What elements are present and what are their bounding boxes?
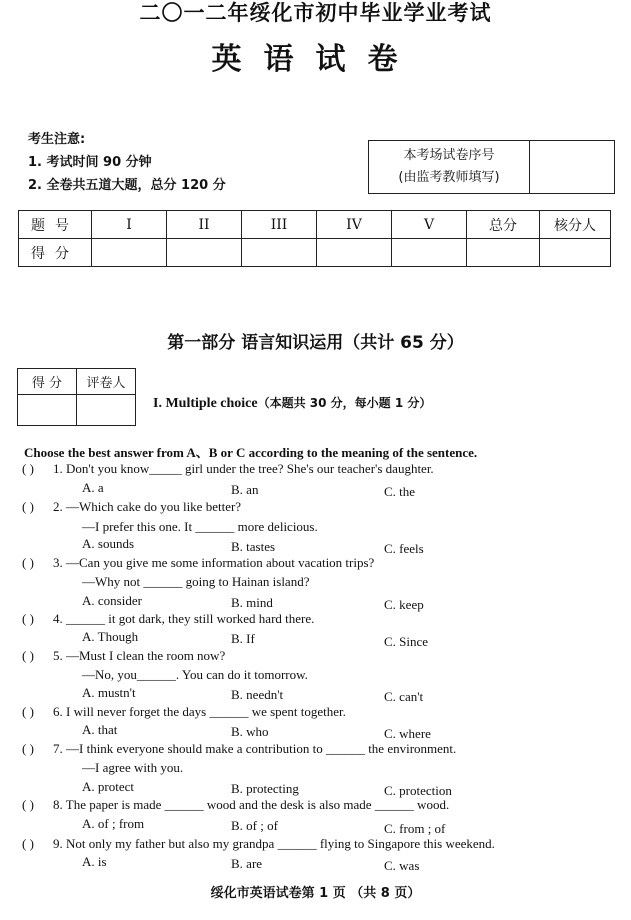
option-c: C. feels — [384, 541, 424, 556]
option-a: A. sounds — [82, 536, 135, 551]
option-a: A. protect — [82, 779, 134, 794]
score-table — [18, 210, 611, 267]
grader-score-cell[interactable] — [18, 395, 77, 426]
answer-paren[interactable]: ( ) — [22, 648, 34, 663]
question-stem: 4. ______ it got dark, they still worked hard there. — [53, 611, 315, 626]
answer-paren[interactable]: ( ) — [22, 797, 34, 812]
question-line: —Why not ______ going to Hainan island? — [82, 574, 310, 589]
question-stem: 9. Not only my father but also my grandpa ______ flying to Singapore this weekend. — [53, 836, 495, 851]
option-b: B. an — [231, 482, 259, 497]
option-c: C. can't — [384, 689, 424, 704]
col-header: 核分人 — [540, 211, 611, 239]
subject-title: 英语试卷 — [211, 42, 420, 77]
option-a: A. mustn't — [82, 685, 136, 700]
answer-paren[interactable]: ( ) — [22, 499, 34, 514]
score-cell[interactable] — [392, 239, 467, 267]
note-item: 1. 考试时间 90 分钟 — [28, 155, 152, 170]
col-header: IV — [317, 211, 392, 239]
section-title: I. Multiple choice — [153, 396, 258, 411]
row-label-score: 得分 — [19, 239, 92, 267]
answer-paren[interactable]: ( ) — [22, 611, 34, 626]
exam-notes — [28, 128, 226, 197]
score-cell[interactable] — [92, 239, 167, 267]
seq-number-label: 本考场试卷序号 (由监考教师填写) — [369, 141, 530, 194]
question-stem: 7. —I think everyone should make a contribution to ______ the environment. — [53, 741, 457, 756]
option-a: A. Though — [82, 629, 139, 644]
grader-score-label: 得 分 — [18, 369, 77, 395]
answer-paren[interactable]: ( ) — [22, 461, 34, 476]
score-cell[interactable] — [540, 239, 611, 267]
question-stem: 5. —Must I clean the room now? — [53, 648, 226, 663]
grader-table — [17, 368, 136, 426]
answer-paren[interactable]: ( ) — [22, 555, 34, 570]
grader-name-label: 评卷人 — [77, 369, 136, 395]
grader-name-cell[interactable] — [77, 395, 136, 426]
col-header: V — [392, 211, 467, 239]
question-stem: 1. Don't you know_____ girl under the tree? She's our teacher's daughter. — [53, 461, 434, 476]
option-b: B. needn't — [231, 687, 284, 702]
exam-title: 二〇一二年绥化市初中毕业学业考试 — [139, 0, 492, 25]
option-b: B. tastes — [231, 539, 276, 554]
score-cell[interactable] — [167, 239, 242, 267]
answer-paren[interactable]: ( ) — [22, 704, 34, 719]
option-a: A. of ; from — [82, 816, 145, 831]
option-b: B. protecting — [231, 781, 299, 796]
question-stem: 3. —Can you give me some information about vacation trips? — [53, 555, 375, 570]
option-c: C. keep — [384, 597, 424, 612]
question-line: —I agree with you. — [82, 760, 184, 775]
option-a: A. a — [82, 480, 104, 495]
col-header: I — [92, 211, 167, 239]
section-heading — [153, 394, 431, 412]
section-note: （本题共 30 分，每小题 1 分） — [257, 396, 432, 410]
score-cell[interactable] — [242, 239, 317, 267]
instruction: Choose the best answer from A、B or C according to the meaning of the sentence. — [24, 445, 478, 460]
question-line: —I prefer this one. It ______ more delicious. — [82, 519, 318, 534]
seq-number-field[interactable] — [530, 141, 615, 194]
seq-number-box — [368, 140, 615, 194]
col-header: III — [242, 211, 317, 239]
col-header: II — [167, 211, 242, 239]
question-line: —No, you______. You can do it tomorrow. — [82, 667, 308, 682]
option-b: B. who — [231, 724, 269, 739]
score-cell[interactable] — [317, 239, 392, 267]
note-item: 2. 全卷共五道大题，总分 120 分 — [28, 178, 226, 193]
option-b: B. If — [231, 631, 255, 646]
option-c: C. Since — [384, 634, 429, 649]
option-c: C. was — [384, 858, 420, 873]
option-a: A. that — [82, 722, 118, 737]
question-stem: 6. I will never forget the days ______ we spent together. — [53, 704, 346, 719]
option-a: A. is — [82, 854, 107, 869]
option-c: C. where — [384, 726, 431, 741]
option-c: C. protection — [384, 783, 452, 798]
score-cell[interactable] — [467, 239, 540, 267]
option-c: C. from ; of — [384, 821, 446, 836]
option-b: B. are — [231, 856, 263, 871]
row-label-question: 题号 — [19, 211, 92, 239]
answer-paren[interactable]: ( ) — [22, 836, 34, 851]
question-stem: 2. —Which cake do you like better? — [53, 499, 242, 514]
answer-paren[interactable]: ( ) — [22, 741, 34, 756]
part-title: 第一部分 语言知识运用（共计 65 分） — [167, 333, 464, 353]
option-c: C. the — [384, 484, 416, 499]
page-footer: 绥化市英语试卷第 1 页 （共 8 页） — [210, 886, 421, 901]
option-b: B. mind — [231, 595, 273, 610]
option-b: B. of ; of — [231, 818, 278, 833]
notes-heading: 考生注意: — [28, 132, 86, 147]
option-a: A. consider — [82, 593, 142, 608]
question-stem: 8. The paper is made ______ wood and the desk is also made ______ wood. — [53, 797, 450, 812]
col-header: 总分 — [467, 211, 540, 239]
